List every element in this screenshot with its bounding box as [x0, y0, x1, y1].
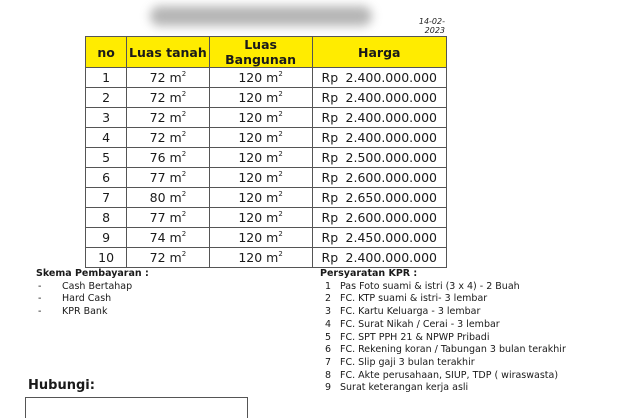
list-item: 6 FC. Rekening koran / Tabungan 3 bulan terakhir — [325, 344, 566, 356]
table-row — [86, 128, 447, 148]
cell-luas-bangunan: 120 $m^2$ — [209, 248, 312, 268]
cell-luas-bangunan: 120 $m^2$ — [209, 88, 312, 108]
cell-no: 7 — [86, 188, 127, 208]
cell-luas-bangunan: 120 $m^2$ — [209, 128, 312, 148]
cell-harga: Rp 2.600.000.000 — [312, 208, 446, 228]
cell-no: 1 — [86, 68, 127, 88]
list-item: - Cash Bertahap — [38, 280, 133, 292]
cell-no: 10 — [86, 248, 127, 268]
cell-luas-tanah: 77 $m^2$ — [127, 208, 210, 228]
cell-luas-bangunan: 120 $m^2$ — [209, 168, 312, 188]
document-date: 14-02-2023 — [418, 17, 445, 35]
cell-no: 4 — [86, 128, 127, 148]
contact-box — [25, 397, 248, 418]
list-item: 3 FC. Kartu Keluarga - 3 lembar — [325, 306, 481, 318]
table-row — [86, 228, 447, 248]
table-header-row — [86, 37, 447, 68]
header-harga: Harga — [312, 37, 446, 68]
cell-luas-bangunan: 120 $m^2$ — [209, 208, 312, 228]
cell-no: 3 — [86, 108, 127, 128]
cell-luas-tanah: 77 $m^2$ — [127, 168, 210, 188]
list-item: 5 FC. SPT PPH 21 & NPWP Pribadi — [325, 331, 490, 343]
cell-harga: Rp 2.400.000.000 — [312, 128, 446, 148]
table-row — [86, 68, 447, 88]
cell-no: 2 — [86, 88, 127, 108]
payment-scheme — [36, 268, 149, 318]
kpr-requirements-heading: Persyaratan KPR : — [320, 268, 418, 279]
cell-luas-bangunan: 120 $m^2$ — [209, 188, 312, 208]
cell-luas-tanah: 72 $m^2$ — [127, 108, 210, 128]
table-row — [86, 108, 447, 128]
cell-harga: Rp 2.650.000.000 — [312, 188, 446, 208]
header-luas-tanah: Luas tanah — [127, 37, 210, 68]
contact-label: Hubungi: — [28, 378, 95, 393]
cell-harga: Rp 2.400.000.000 — [312, 248, 446, 268]
cell-luas-tanah: 74 $m^2$ — [127, 228, 210, 248]
header-no: no — [86, 37, 127, 68]
cell-luas-tanah: 72 $m^2$ — [127, 128, 210, 148]
list-item: - KPR Bank — [38, 305, 108, 317]
header-luas-bangunan: Luas Bangunan — [209, 37, 312, 68]
list-item: 8 FC. Akte perusahaan, SIUP, TDP ( wiraswasta) — [325, 369, 559, 381]
cell-no: 9 — [86, 228, 127, 248]
list-item: 2 FC. KTP suami & istri- 3 lembar — [325, 293, 488, 305]
cell-luas-bangunan: 120 $m^2$ — [209, 148, 312, 168]
cell-harga: Rp 2.500.000.000 — [312, 148, 446, 168]
table-row — [86, 148, 447, 168]
cell-luas-tanah: 76 $m^2$ — [127, 148, 210, 168]
cell-luas-bangunan: 120 $m^2$ — [209, 108, 312, 128]
list-item: 4 FC. Surat Nikah / Cerai - 3 lembar — [325, 318, 500, 330]
cell-luas-tanah: 72 $m^2$ — [127, 248, 210, 268]
cell-luas-tanah: 72 $m^2$ — [127, 68, 210, 88]
price-table — [85, 36, 447, 268]
cell-harga: Rp 2.400.000.000 — [312, 88, 446, 108]
cell-harga: Rp 2.450.000.000 — [312, 228, 446, 248]
cell-luas-tanah: 80 $m^2$ — [127, 188, 210, 208]
cell-harga: Rp 2.400.000.000 — [312, 68, 446, 88]
table-row — [86, 188, 447, 208]
table-row — [86, 208, 447, 228]
cell-luas-bangunan: 120 $m^2$ — [209, 68, 312, 88]
cell-luas-bangunan: 120 $m^2$ — [209, 228, 312, 248]
list-item: - Hard Cash — [38, 293, 112, 304]
table-row — [86, 88, 447, 108]
list-item: 7 FC. Slip gaji 3 bulan terakhir — [325, 356, 475, 368]
cell-no: 5 — [86, 148, 127, 168]
cell-luas-tanah: 72 $m^2$ — [127, 88, 210, 108]
list-item: 9 Surat keterangan kerja asli — [325, 382, 469, 394]
cell-harga: Rp 2.600.000.000 — [312, 168, 446, 188]
table-row — [86, 168, 447, 188]
payment-scheme-heading: Skema Pembayaran : — [36, 268, 149, 279]
table-row — [86, 248, 447, 268]
cell-no: 6 — [86, 168, 127, 188]
redacted-title — [150, 6, 372, 26]
cell-harga: Rp 2.400.000.000 — [312, 108, 446, 128]
list-item: 1 Pas Foto suami & istri (3 x 4) - 2 Buah — [325, 280, 520, 292]
cell-no: 8 — [86, 208, 127, 228]
kpr-requirements — [320, 268, 566, 395]
